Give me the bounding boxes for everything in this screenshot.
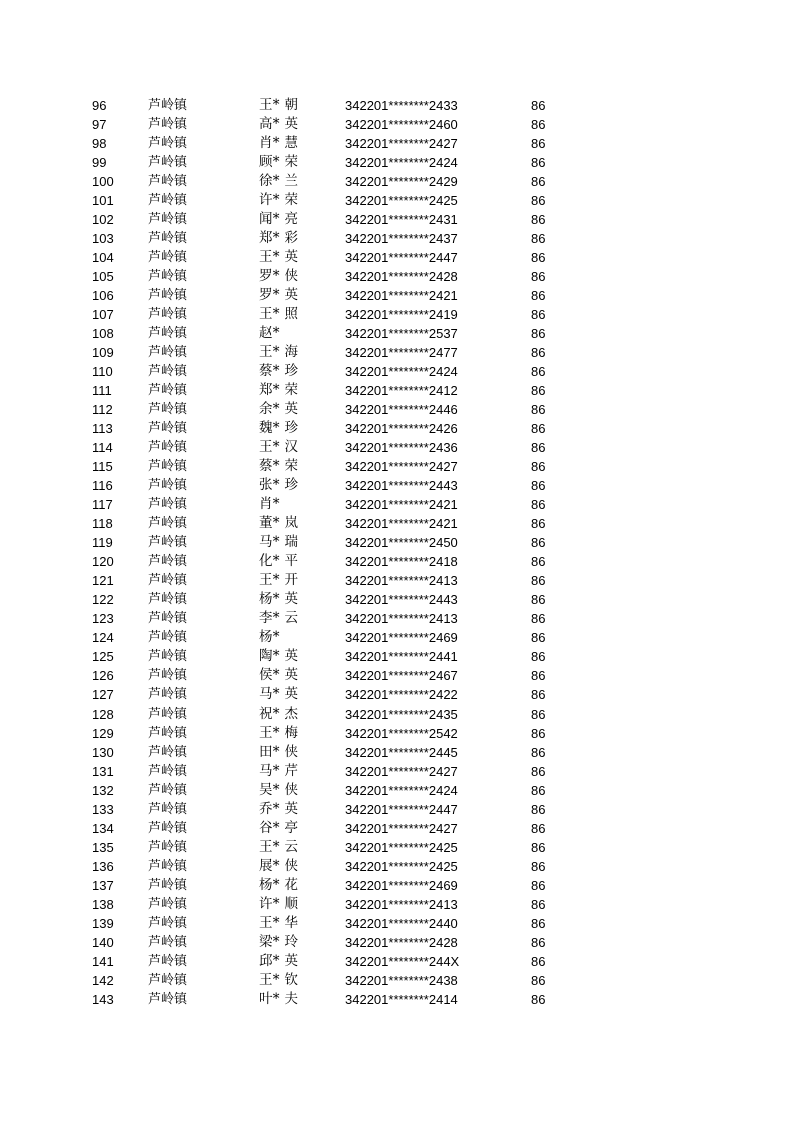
table-row [0, 362, 793, 381]
table-row [0, 476, 793, 495]
name-cell: 赵* [259, 325, 280, 342]
id-number-cell: 342201********2413 [345, 573, 458, 589]
town-cell: 芦岭镇 [148, 193, 188, 209]
score-cell: 86 [531, 801, 546, 817]
town-cell: 芦岭镇 [148, 516, 188, 532]
town-cell: 芦岭镇 [148, 573, 188, 589]
name-cell: 马* 英 [259, 686, 299, 703]
town-cell: 芦岭镇 [148, 288, 188, 304]
id-number-cell: 342201********2422 [345, 687, 458, 703]
row-number: 140 [92, 934, 114, 950]
id-number-cell: 342201********2447 [345, 250, 458, 266]
table-row [0, 419, 793, 438]
id-number-cell: 342201********2424 [345, 364, 458, 380]
score-cell: 86 [531, 706, 546, 722]
town-cell: 芦岭镇 [148, 915, 188, 931]
score-cell: 86 [531, 972, 546, 988]
score-cell: 86 [531, 364, 546, 380]
name-cell: 王* 照 [259, 306, 299, 323]
id-number-cell: 342201********2424 [345, 782, 458, 798]
roster-table [0, 96, 793, 1009]
id-number-cell: 342201********2425 [345, 858, 458, 874]
score-cell: 86 [531, 877, 546, 893]
table-row [0, 153, 793, 172]
id-number-cell: 342201********2433 [345, 98, 458, 113]
name-cell: 化* 平 [259, 553, 299, 570]
score-cell: 86 [531, 915, 546, 931]
row-number: 98 [92, 136, 107, 152]
id-number-cell: 342201********2443 [345, 478, 458, 494]
score-cell: 86 [531, 250, 546, 266]
id-number-cell: 342201********2429 [345, 174, 458, 190]
id-number-cell: 342201********2467 [345, 668, 458, 684]
table-row [0, 628, 793, 647]
table-row [0, 115, 793, 134]
id-number-cell: 342201********2431 [345, 212, 458, 228]
town-cell: 芦岭镇 [148, 972, 188, 988]
name-cell: 肖* 慧 [259, 135, 299, 152]
id-number-cell: 342201********2441 [345, 649, 458, 665]
row-number: 127 [92, 687, 114, 703]
name-cell: 梁* 玲 [259, 933, 299, 950]
town-cell: 芦岭镇 [148, 687, 188, 703]
name-cell: 邱* 英 [259, 952, 299, 969]
name-cell: 李* 云 [259, 610, 299, 627]
town-cell: 芦岭镇 [148, 212, 188, 228]
town-cell: 芦岭镇 [148, 231, 188, 247]
id-number-cell: 342201********2425 [345, 839, 458, 855]
name-cell: 肖* [259, 496, 280, 513]
row-number: 116 [92, 478, 113, 494]
score-cell: 86 [531, 402, 546, 418]
table-row [0, 647, 793, 666]
row-number: 122 [92, 592, 114, 608]
score-cell: 86 [531, 136, 546, 152]
score-cell: 86 [531, 155, 546, 171]
name-cell: 蔡* 荣 [259, 458, 299, 475]
row-number: 130 [92, 744, 114, 760]
row-number: 134 [92, 820, 114, 836]
town-cell: 芦岭镇 [148, 535, 188, 551]
score-cell: 86 [531, 478, 546, 494]
town-cell: 芦岭镇 [148, 839, 188, 855]
name-cell: 许* 顺 [259, 895, 299, 912]
table-row [0, 96, 793, 115]
table-row [0, 381, 793, 400]
score-cell: 86 [531, 573, 546, 589]
id-number-cell: 342201********2427 [345, 820, 458, 836]
id-number-cell: 342201********2445 [345, 744, 458, 760]
town-cell: 芦岭镇 [148, 706, 188, 722]
name-cell: 谷* 亭 [259, 819, 299, 836]
name-cell: 马* 芹 [259, 762, 299, 779]
table-row [0, 781, 793, 800]
score-cell: 86 [531, 326, 546, 342]
name-cell: 余* 英 [259, 401, 299, 418]
name-cell: 王* 开 [259, 572, 299, 589]
row-number: 108 [92, 326, 114, 342]
town-cell: 芦岭镇 [148, 896, 188, 912]
score-cell: 86 [531, 820, 546, 836]
row-number: 114 [92, 440, 113, 456]
row-number: 101 [92, 193, 114, 209]
score-cell: 86 [531, 630, 546, 646]
town-cell: 芦岭镇 [148, 478, 188, 494]
town-cell: 芦岭镇 [148, 326, 188, 342]
table-row [0, 971, 793, 990]
table-row [0, 666, 793, 685]
id-number-cell: 342201********2425 [345, 193, 458, 209]
id-number-cell: 342201********2443 [345, 592, 458, 608]
name-cell: 王* 英 [259, 249, 299, 266]
score-cell: 86 [531, 668, 546, 684]
table-row [0, 533, 793, 552]
id-number-cell: 342201********2440 [345, 915, 458, 931]
town-cell: 芦岭镇 [148, 934, 188, 950]
row-number: 100 [92, 174, 114, 190]
id-number-cell: 342201********2436 [345, 440, 458, 456]
town-cell: 芦岭镇 [148, 725, 188, 741]
name-cell: 郑* 彩 [259, 230, 299, 247]
table-row [0, 343, 793, 362]
name-cell: 乔* 英 [259, 800, 299, 817]
table-row [0, 724, 793, 743]
table-row [0, 857, 793, 876]
name-cell: 马* 瑞 [259, 534, 299, 551]
id-number-cell: 342201********2542 [345, 725, 458, 741]
table-row [0, 990, 793, 1009]
town-cell: 芦岭镇 [148, 459, 188, 475]
id-number-cell: 342201********2450 [345, 535, 458, 551]
score-cell: 86 [531, 858, 546, 874]
row-number: 143 [92, 991, 114, 1007]
town-cell: 芦岭镇 [148, 782, 188, 798]
score-cell: 86 [531, 725, 546, 741]
town-cell: 芦岭镇 [148, 991, 188, 1007]
id-number-cell: 342201********2418 [345, 554, 458, 570]
id-number-cell: 342201********2421 [345, 497, 458, 513]
name-cell: 王* 海 [259, 344, 299, 361]
score-cell: 86 [531, 687, 546, 703]
id-number-cell: 342201********2421 [345, 288, 458, 304]
town-cell: 芦岭镇 [148, 307, 188, 323]
id-number-cell: 342201********2414 [345, 991, 458, 1007]
name-cell: 王* 汉 [259, 439, 299, 456]
table-row [0, 286, 793, 305]
town-cell: 芦岭镇 [148, 174, 188, 190]
table-row [0, 685, 793, 704]
town-cell: 芦岭镇 [148, 592, 188, 608]
id-number-cell: 342201********2460 [345, 117, 458, 133]
score-cell: 86 [531, 953, 546, 969]
town-cell: 芦岭镇 [148, 269, 188, 285]
town-cell: 芦岭镇 [148, 98, 188, 113]
table-row [0, 876, 793, 895]
score-cell: 86 [531, 98, 546, 113]
score-cell: 86 [531, 231, 546, 247]
table-row [0, 933, 793, 952]
row-number: 141 [92, 953, 114, 969]
row-number: 142 [92, 972, 114, 988]
table-row [0, 952, 793, 971]
id-number-cell: 342201********2446 [345, 402, 458, 418]
row-number: 111 [92, 383, 112, 399]
score-cell: 86 [531, 839, 546, 855]
name-cell: 魏* 珍 [259, 420, 299, 437]
row-number: 106 [92, 288, 114, 304]
table-row [0, 172, 793, 191]
town-cell: 芦岭镇 [148, 155, 188, 171]
score-cell: 86 [531, 212, 546, 228]
id-number-cell: 342201********2413 [345, 611, 458, 627]
name-cell: 王* 梅 [259, 724, 299, 741]
score-cell: 86 [531, 307, 546, 323]
table-row [0, 191, 793, 210]
row-number: 107 [92, 307, 114, 323]
table-row [0, 590, 793, 609]
score-cell: 86 [531, 117, 546, 133]
town-cell: 芦岭镇 [148, 554, 188, 570]
score-cell: 86 [531, 288, 546, 304]
name-cell: 罗* 英 [259, 287, 299, 304]
town-cell: 芦岭镇 [148, 136, 188, 152]
score-cell: 86 [531, 991, 546, 1007]
name-cell: 祝* 杰 [259, 705, 299, 722]
town-cell: 芦岭镇 [148, 440, 188, 456]
id-number-cell: 342201********2447 [345, 801, 458, 817]
row-number: 119 [92, 535, 113, 551]
row-number: 125 [92, 649, 114, 665]
id-number-cell: 342201********2427 [345, 763, 458, 779]
table-row [0, 705, 793, 724]
score-cell: 86 [531, 896, 546, 912]
id-number-cell: 342201********244X [345, 953, 460, 969]
score-cell: 86 [531, 193, 546, 209]
town-cell: 芦岭镇 [148, 820, 188, 836]
row-number: 115 [92, 459, 113, 475]
table-row [0, 267, 793, 286]
row-number: 128 [92, 706, 114, 722]
row-number: 105 [92, 269, 114, 285]
row-number: 117 [92, 497, 113, 513]
name-cell: 展* 侠 [259, 857, 299, 874]
town-cell: 芦岭镇 [148, 668, 188, 684]
score-cell: 86 [531, 497, 546, 513]
row-number: 97 [92, 117, 107, 133]
table-row [0, 210, 793, 229]
town-cell: 芦岭镇 [148, 345, 188, 361]
id-number-cell: 342201********2421 [345, 516, 458, 532]
table-row [0, 305, 793, 324]
table-row [0, 819, 793, 838]
town-cell: 芦岭镇 [148, 364, 188, 380]
town-cell: 芦岭镇 [148, 858, 188, 874]
name-cell: 杨* 花 [259, 876, 299, 893]
score-cell: 86 [531, 763, 546, 779]
id-number-cell: 342201********2412 [345, 383, 458, 399]
table-row [0, 609, 793, 628]
row-number: 136 [92, 858, 114, 874]
row-number: 103 [92, 231, 114, 247]
score-cell: 86 [531, 592, 546, 608]
row-number: 120 [92, 554, 114, 570]
row-number: 126 [92, 668, 114, 684]
row-number: 129 [92, 725, 114, 741]
name-cell: 顾* 荣 [259, 154, 299, 171]
row-number: 99 [92, 155, 107, 171]
score-cell: 86 [531, 174, 546, 190]
score-cell: 86 [531, 782, 546, 798]
id-number-cell: 342201********2413 [345, 896, 458, 912]
row-number: 104 [92, 250, 114, 266]
table-row [0, 800, 793, 819]
name-cell: 闻* 亮 [259, 211, 299, 228]
row-number: 113 [92, 421, 113, 437]
id-number-cell: 342201********2435 [345, 706, 458, 722]
table-row [0, 571, 793, 590]
town-cell: 芦岭镇 [148, 497, 188, 513]
table-row [0, 895, 793, 914]
id-number-cell: 342201********2477 [345, 345, 458, 361]
town-cell: 芦岭镇 [148, 250, 188, 266]
town-cell: 芦岭镇 [148, 801, 188, 817]
table-row [0, 914, 793, 933]
name-cell: 吴* 侠 [259, 781, 299, 798]
id-number-cell: 342201********2437 [345, 231, 458, 247]
score-cell: 86 [531, 611, 546, 627]
town-cell: 芦岭镇 [148, 117, 188, 133]
name-cell: 叶* 夫 [259, 990, 299, 1007]
name-cell: 王* 华 [259, 914, 299, 931]
id-number-cell: 342201********2426 [345, 421, 458, 437]
id-number-cell: 342201********2419 [345, 307, 458, 323]
row-number: 118 [92, 516, 113, 532]
id-number-cell: 342201********2428 [345, 934, 458, 950]
name-cell: 罗* 侠 [259, 268, 299, 285]
id-number-cell: 342201********2427 [345, 136, 458, 152]
row-number: 112 [92, 402, 113, 418]
score-cell: 86 [531, 421, 546, 437]
name-cell: 蔡* 珍 [259, 363, 299, 380]
name-cell: 王* 云 [259, 838, 299, 855]
row-number: 96 [92, 98, 107, 113]
name-cell: 张* 珍 [259, 477, 299, 494]
row-number: 131 [92, 763, 114, 779]
town-cell: 芦岭镇 [148, 877, 188, 893]
row-number: 109 [92, 345, 114, 361]
id-number-cell: 342201********2469 [345, 877, 458, 893]
table-row [0, 838, 793, 857]
row-number: 137 [92, 877, 114, 893]
id-number-cell: 342201********2424 [345, 155, 458, 171]
table-row [0, 457, 793, 476]
name-cell: 陶* 英 [259, 648, 299, 665]
name-cell: 杨* [259, 629, 280, 646]
town-cell: 芦岭镇 [148, 630, 188, 646]
name-cell: 高* 英 [259, 116, 299, 133]
town-cell: 芦岭镇 [148, 421, 188, 437]
score-cell: 86 [531, 535, 546, 551]
town-cell: 芦岭镇 [148, 649, 188, 665]
name-cell: 许* 荣 [259, 192, 299, 209]
score-cell: 86 [531, 554, 546, 570]
row-number: 138 [92, 896, 114, 912]
score-cell: 86 [531, 459, 546, 475]
name-cell: 王* 朝 [259, 97, 299, 113]
name-cell: 董* 岚 [259, 515, 299, 532]
row-number: 102 [92, 212, 114, 228]
row-number: 132 [92, 782, 114, 798]
row-number: 123 [92, 611, 114, 627]
id-number-cell: 342201********2427 [345, 459, 458, 475]
table-row [0, 514, 793, 533]
table-row [0, 324, 793, 343]
score-cell: 86 [531, 345, 546, 361]
name-cell: 侯* 英 [259, 667, 299, 684]
table-row [0, 552, 793, 571]
name-cell: 郑* 荣 [259, 382, 299, 399]
row-number: 135 [92, 839, 114, 855]
town-cell: 芦岭镇 [148, 744, 188, 760]
table-row [0, 229, 793, 248]
name-cell: 杨* 英 [259, 591, 299, 608]
table-row [0, 495, 793, 514]
score-cell: 86 [531, 934, 546, 950]
table-row [0, 743, 793, 762]
score-cell: 86 [531, 516, 546, 532]
town-cell: 芦岭镇 [148, 763, 188, 779]
row-number: 124 [92, 630, 114, 646]
id-number-cell: 342201********2469 [345, 630, 458, 646]
row-number: 133 [92, 801, 114, 817]
row-number: 139 [92, 915, 114, 931]
row-number: 121 [92, 573, 114, 589]
table-row [0, 248, 793, 267]
table-row [0, 134, 793, 153]
town-cell: 芦岭镇 [148, 953, 188, 969]
row-number: 110 [92, 364, 113, 380]
town-cell: 芦岭镇 [148, 402, 188, 418]
town-cell: 芦岭镇 [148, 611, 188, 627]
score-cell: 86 [531, 383, 546, 399]
score-cell: 86 [531, 269, 546, 285]
name-cell: 徐* 兰 [259, 173, 299, 190]
table-row [0, 762, 793, 781]
id-number-cell: 342201********2438 [345, 972, 458, 988]
id-number-cell: 342201********2428 [345, 269, 458, 285]
town-cell: 芦岭镇 [148, 383, 188, 399]
name-cell: 田* 侠 [259, 743, 299, 760]
table-row [0, 438, 793, 457]
score-cell: 86 [531, 649, 546, 665]
score-cell: 86 [531, 440, 546, 456]
name-cell: 王* 钦 [259, 971, 299, 988]
id-number-cell: 342201********2537 [345, 326, 458, 342]
table-row [0, 400, 793, 419]
score-cell: 86 [531, 744, 546, 760]
